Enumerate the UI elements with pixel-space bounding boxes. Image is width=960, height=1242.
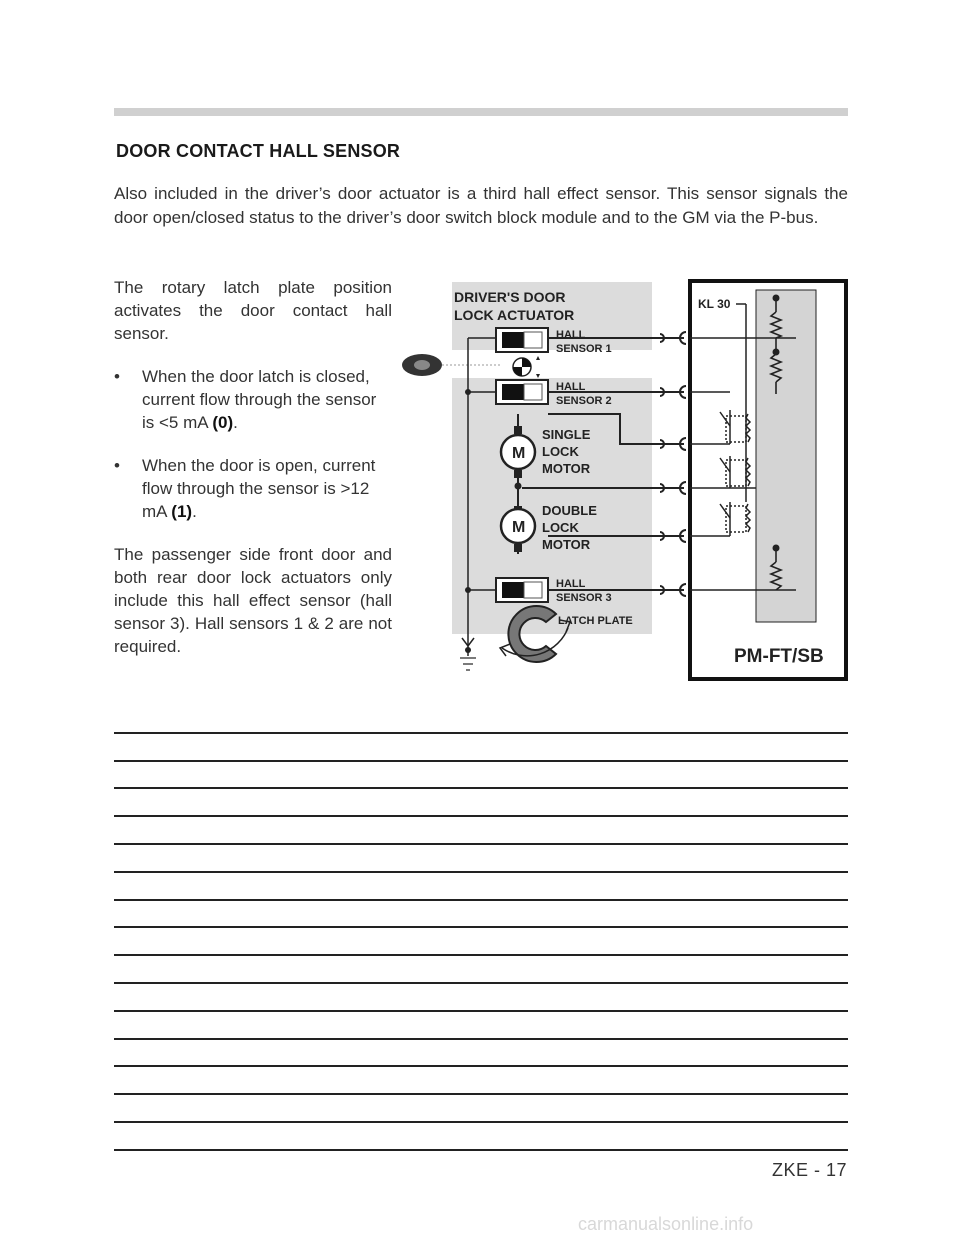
latch-paragraph: The rotary latch plate position activates the door contact hall sensor. xyxy=(114,278,392,343)
connector-pins xyxy=(660,332,686,596)
hall3-label-b: SENSOR 3 xyxy=(556,592,612,604)
double-motor-symbol: M xyxy=(512,519,526,536)
module-inner-panel xyxy=(756,290,816,622)
double-label-b: LOCK xyxy=(542,520,579,535)
hall-sensor-3 xyxy=(496,578,548,602)
hall1-label-a: HALL xyxy=(556,329,586,341)
bullet-dot: • xyxy=(114,367,120,386)
passenger-paragraph: The passenger side front door and both rear door lock actuators only include this hall effect sensor (hall sensor 3). Hall sensors 1 & 2 are not required. xyxy=(114,545,392,656)
bullet-open-value: (1) xyxy=(171,502,193,521)
bullet-closed-end: . xyxy=(233,413,238,432)
note-line xyxy=(114,1012,848,1040)
bullet-closed-text: When the door latch is closed, current flow through the sensor is <5 mA xyxy=(142,367,377,432)
diagram-svg xyxy=(400,276,850,684)
hall2-label-b: SENSOR 2 xyxy=(556,395,612,407)
latch-plate-label: LATCH PLATE xyxy=(558,615,633,627)
bullet-open-end: . xyxy=(192,502,197,521)
magnet-rotor-icon xyxy=(513,356,540,378)
note-line xyxy=(114,901,848,929)
note-line xyxy=(114,762,848,790)
watermark: carmanualsonline.info xyxy=(578,1214,754,1234)
bullet-open xyxy=(114,454,392,523)
section-heading: DOOR CONTACT HALL SENSOR xyxy=(116,141,401,161)
note-line xyxy=(114,1123,848,1151)
note-line xyxy=(114,789,848,817)
bullet-open-text: When the door is open, current flow through the sensor is >12 mA xyxy=(142,456,376,521)
actuator-title-2: LOCK ACTUATOR xyxy=(454,307,575,323)
hall-sensor-1 xyxy=(496,328,548,352)
note-line xyxy=(114,845,848,873)
note-line xyxy=(114,956,848,984)
bullet-closed xyxy=(114,365,392,434)
note-line xyxy=(114,817,848,845)
note-line xyxy=(114,928,848,956)
hall2-label-a: HALL xyxy=(556,381,586,393)
single-label-b: LOCK xyxy=(542,444,579,459)
bullet-closed-value: (0) xyxy=(212,413,234,432)
single-label-a: SINGLE xyxy=(542,427,591,442)
kl30-label: KL 30 xyxy=(698,297,731,311)
single-label-c: MOTOR xyxy=(542,461,591,476)
note-line xyxy=(114,1067,848,1095)
bullet-dot: • xyxy=(114,456,120,475)
module-label: PM-FT/SB xyxy=(734,646,824,667)
single-motor-symbol: M xyxy=(512,445,526,462)
actuator-title-1: DRIVER'S DOOR xyxy=(454,289,566,305)
lock-actuator-diagram xyxy=(400,276,850,684)
note-line xyxy=(114,734,848,762)
double-label-a: DOUBLE xyxy=(542,503,597,518)
key-fob-icon xyxy=(402,354,502,376)
double-label-c: MOTOR xyxy=(542,537,591,552)
note-line xyxy=(114,706,848,734)
page-number: ZKE - 17 xyxy=(772,1160,848,1180)
note-line xyxy=(114,984,848,1012)
notes-area xyxy=(114,706,848,1151)
intro-paragraph: Also included in the driver’s door actuator is a third hall effect sensor. This sensor signals the door open/closed status to the driver’s door switch block module and to the GM via the P-bus. xyxy=(114,184,848,227)
note-line xyxy=(114,1040,848,1068)
hall-sensor-2 xyxy=(496,380,548,404)
hall3-label-a: HALL xyxy=(556,578,586,590)
note-line xyxy=(114,1095,848,1123)
note-line xyxy=(114,873,848,901)
hall1-label-b: SENSOR 1 xyxy=(556,343,612,355)
top-rule xyxy=(114,108,848,116)
left-column xyxy=(114,276,392,678)
